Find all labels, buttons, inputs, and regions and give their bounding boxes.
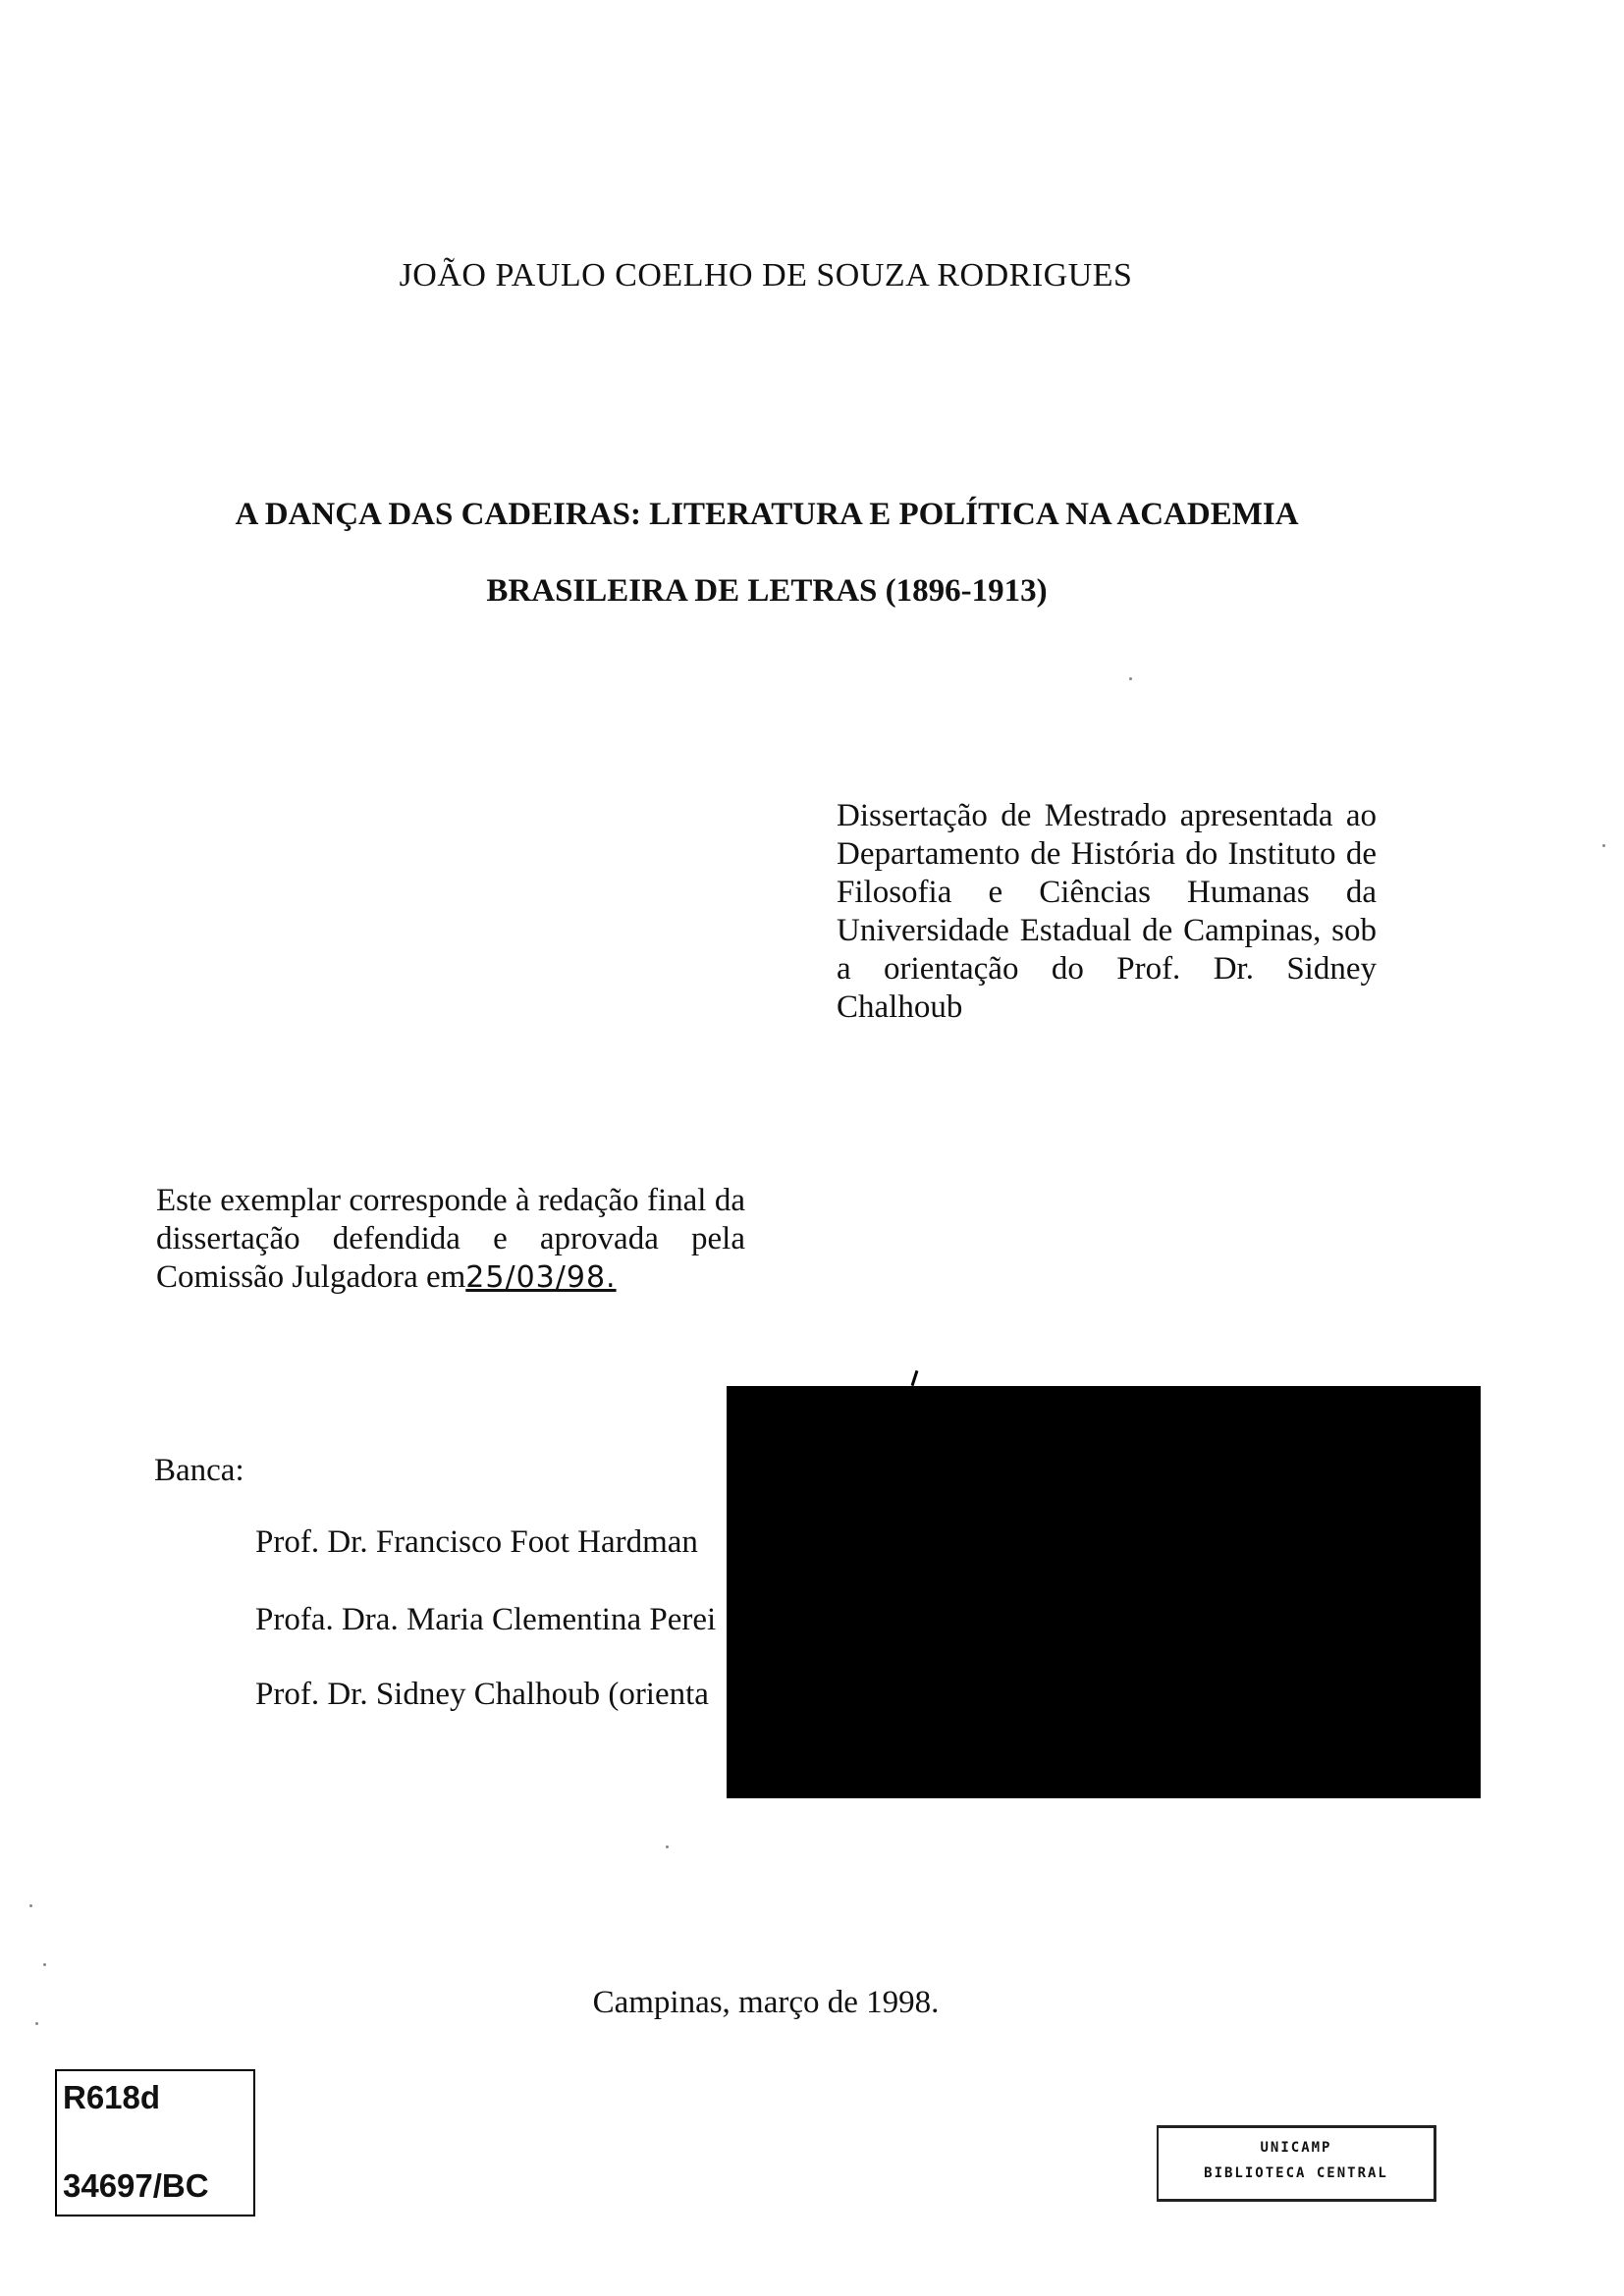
scan-speck [35, 2022, 38, 2025]
author-name: JOÃO PAULO COELHO DE SOUZA RODRIGUES [399, 257, 1133, 294]
approval-statement [156, 1182, 745, 1297]
title-line-2: BRASILEIRA DE LETRAS (1896-1913) [486, 573, 1048, 609]
call-number-line-2: 34697/BC [63, 2167, 209, 2204]
call-number-line-1: R618d [63, 2079, 161, 2115]
library-stamp [1157, 2125, 1436, 2202]
place-and-date: Campinas, março de 1998. [592, 1985, 940, 2020]
scan-speck [29, 1904, 32, 1907]
committee-label: Banca: [154, 1453, 244, 1488]
committee-member-1: Prof. Dr. Francisco Foot Hardman [255, 1524, 698, 1560]
scan-speck [666, 1845, 669, 1848]
scan-speck [1129, 677, 1132, 680]
pen-mark [911, 1370, 919, 1386]
scan-speck [43, 1963, 46, 1966]
handwritten-date: 25/03/98. [465, 1260, 617, 1295]
call-number-label [55, 2069, 256, 2215]
committee-member-3: Prof. Dr. Sidney Chalhoub (orienta [255, 1677, 709, 1712]
committee-member-2: Profa. Dra. Maria Clementina Perei [255, 1602, 717, 1637]
approval-text: Este exemplar corresponde à redação final da dissertação defendida e aprovada pela Comissão Julgadora em [156, 1183, 745, 1295]
scan-speck [1602, 844, 1605, 847]
redaction-block [727, 1386, 1481, 1798]
library-stamp-line-1: UNICAMP [1260, 2140, 1332, 2156]
title-line-1: A DANÇA DAS CADEIRAS: LITERATURA E POLÍTICA NA ACADEMIA [235, 497, 1299, 532]
dissertation-description: Dissertação de Mestrado apresentada ao Departamento de História do Instituto de Filosofia e Ciências Humanas da Universidade Estadual de Campinas, sob a orientação do Prof. Dr. Sidney Chalhoub [837, 798, 1377, 1025]
library-stamp-line-2: BIBLIOTECA CENTRAL [1204, 2165, 1388, 2181]
